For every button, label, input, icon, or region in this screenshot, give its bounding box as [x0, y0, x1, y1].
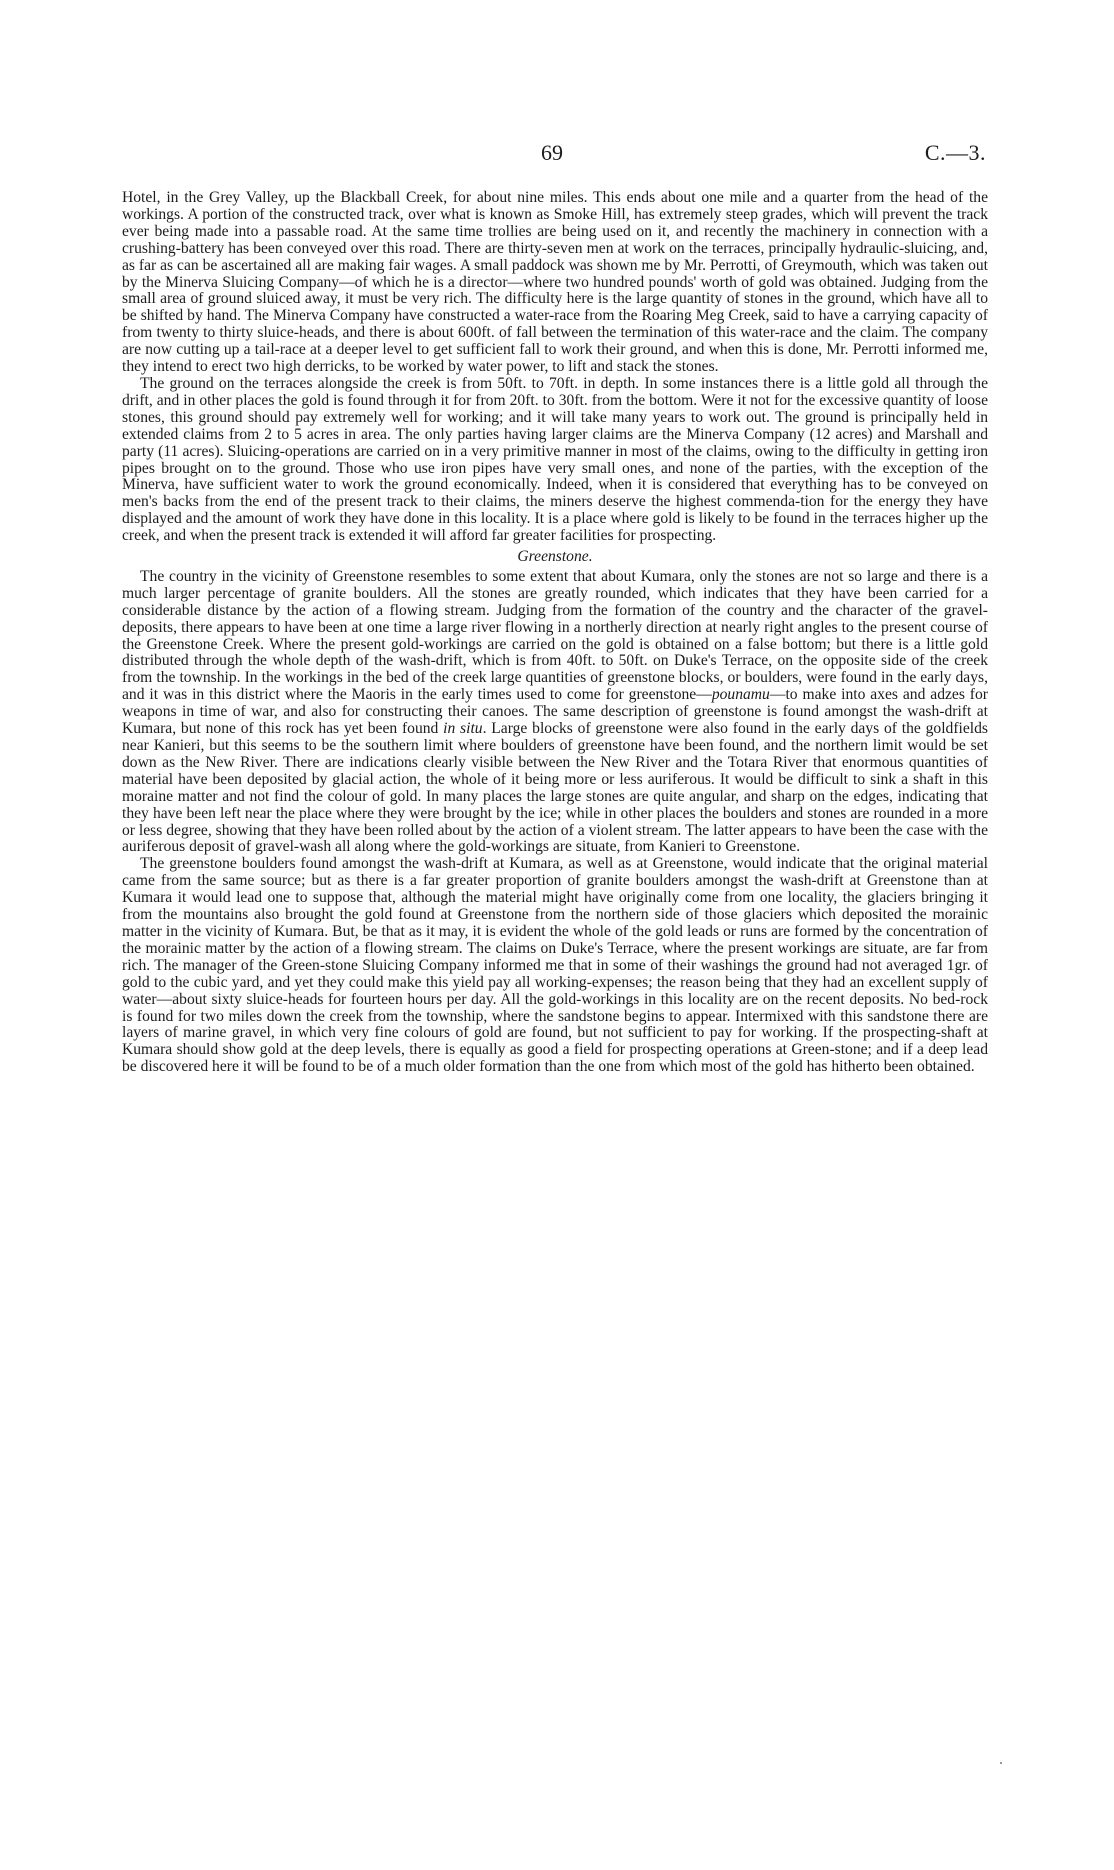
section-heading-greenstone: Greenstone. [517, 548, 593, 566]
paragraph-greenstone-boulders: The greenstone boulders found amongst the wash-drift at Kumara, as well as at Greenstone, would indicate that the original material came from the same source; but as there is a far greater proportion of granite boulders amongst the wash-drift at Greenstone than at Kumara it would lead one to suppose that, although the material might have originally come from one locality, the glaciers bringing it from the mountains also brought the gold found at Greenstone from the northern side of those glaciers which deposited the morainic matter in the vicinity of Kumara. But, be that as it may, it is evident the whole of the gold leads or runs are formed by the concentration of the morainic matter by the action of a flowing stream. The claims on Duke's Terrace, where the present workings are situate, are far from rich. The manager of the Green-stone Sluicing Company informed me that in some of their washings the ground had not averaged 1gr. of gold to the cubic yard, and yet they could make this yield pay all working-expenses; the reason being that they had an excellent supply of water—about sixty sluice-heads for fourteen hours per day. All the gold-workings in this locality are on the recent deposits. No bed-rock is found for two miles down the creek from the township, where the sandstone begins to appear. Intermixed with this sandstone there are layers of marine gravel, in which very fine colours of gold are found, but not sufficient to pay for working. If the prospecting-shaft at Kumara should show gold at the deep levels, there is equally as good a field for prospecting operations at Green-stone; and if a deep lead be discovered here it will be found to be of a much older formation than the one from which most of the gold has hitherto been obtained. [122, 855, 988, 1076]
paragraph-text-part-2: —to make into axes and adzes for weapons in time of war, and also for constructing their canoes. The same description of greenstone is found amongst the wash-drift at Kumara, but none of this rock has yet been found [122, 686, 988, 738]
body-text [122, 190, 988, 1076]
document-reference: C.—3. [924, 140, 986, 165]
paragraph-terraces: The ground on the terraces alongside the creek is from 50ft. to 70ft. in depth. In some instances there is a little gold all through the drift, and in other places the gold is found through it for from 20ft. to 30ft. from the bottom. Were it not for the excessive quantity of loose stones, this ground should pay extremely well for working; and it will take many years to work out. The ground is principally held in extended claims from 2 to 5 acres in area. The only parties having larger claims are the Minerva Company (12 acres) and Marshall and party (11 acres). Sluicing-operations are carried on in a very primitive manner in most of the claims, owing to the difficulty in getting iron pipes brought on to the ground. Those who use iron pipes have very small ones, and none of the parties, with the exception of the Minerva, have sufficient water to work the ground economically. Indeed, when it is considered that everything has to be conveyed on men's backs from the end of the present track to their claims, the miners deserve the highest commenda-tion for the energy they have displayed and the amount of work they have done in this locality. It is a place where gold is likely to be found in the terraces higher up the creek, and when the present track is extended it will afford far greater facilities for prospecting. [122, 374, 988, 545]
page-speck [1000, 1762, 1002, 1764]
italic-term-in-situ: in situ [443, 720, 483, 738]
paragraph-text-part-3: . Large blocks of greenstone were also found in the early days of the goldfields near Kanieri, but this seems to be the southern limit where boulders of greenstone have been found, and the northern limit would be set down as the New River. There are indications clearly visible between the New River and the Totara River that enormous quantities of material have been deposited by glacial action, the whole of it being more or less auriferous. It would be difficult to sink a shaft in this moraine matter and not find the colour of gold. In many places the large stones are quite angular, and sharp on the edges, indicating that they have been left near the place where they were brought by the ice; while in other places the boulders and stones are rounded in a more or less degree, showing that they have been rolled about by the action of a violent stream. The latter appears to have been the case with the auriferous deposit of gravel-wash all along where the gold-workings are situate, from Kanieri to Greenstone. [122, 720, 988, 856]
paragraph-text-part-1: The country in the vicinity of Greenstone resembles to some extent that about Kumara, only the stones are not so large and there is a much larger percentage of granite boulders. All the stones are greatly rounded, which indicates that they have been carried for a considerable distance by the action of a flowing stream. Judging from the formation of the country and the character of the gravel-deposits, there appears to have been at one time a large river flowing in a northerly direction at nearly right angles to the present course of the Greenstone Creek. Where the present gold-workings are carried on the gold is obtained on a false bottom; but there is a little gold distributed through the whole depth of the wash-drift, which is from 40ft. to 50ft. on Duke's Terrace, on the opposite side of the creek from the township. In the workings in the bed of the creek large quantities of greenstone blocks, or boulders, were found in the early days, and it was in this district where the Maoris in the early times used to come for greenstone— [122, 567, 988, 704]
paragraph-blackball-track: Hotel, in the Grey Valley, up the Blackball Creek, for about nine miles. This ends about one mile and a quarter from the head of the workings. A portion of the constructed track, over what is known as Smoke Hill, has extremely steep grades, which will prevent the track ever being made into a passable road. At the same time trollies are being used on it, and recently the machinery in connection with a crushing-battery has been conveyed over this road. There are thirty-seven men at work on the terraces, principally hydraulic-sluicing, and, as far as can be ascertained all are making fair wages. A small paddock was shown me by Mr. Perrotti, of Greymouth, which was taken out by the Minerva Sluicing Company—of which he is a director—where two hundred pounds' worth of gold was obtained. Judging from the small area of ground sluiced away, it must be very rich. The difficulty here is the large quantity of stones in the ground, which have all to be shifted by hand. The Minerva Company have constructed a water-race from the Roaring Meg Creek, said to have a carrying capacity of from twenty to thirty sluice-heads, and there is about 600ft. of fall between the termination of this water-race and the claim. The company are now cutting up a tail-race at a deeper level to get sufficient fall to work their ground, and when this is done, Mr. Perrotti informed me, they intend to erect two high derricks, to be worked by water power, to lift and stack the stones. [122, 189, 988, 376]
page-number: 69 [541, 140, 563, 165]
page-header [0, 140, 1114, 174]
italic-term-pounamu: pounamu [711, 686, 770, 704]
paragraph-greenstone-country [122, 569, 988, 856]
